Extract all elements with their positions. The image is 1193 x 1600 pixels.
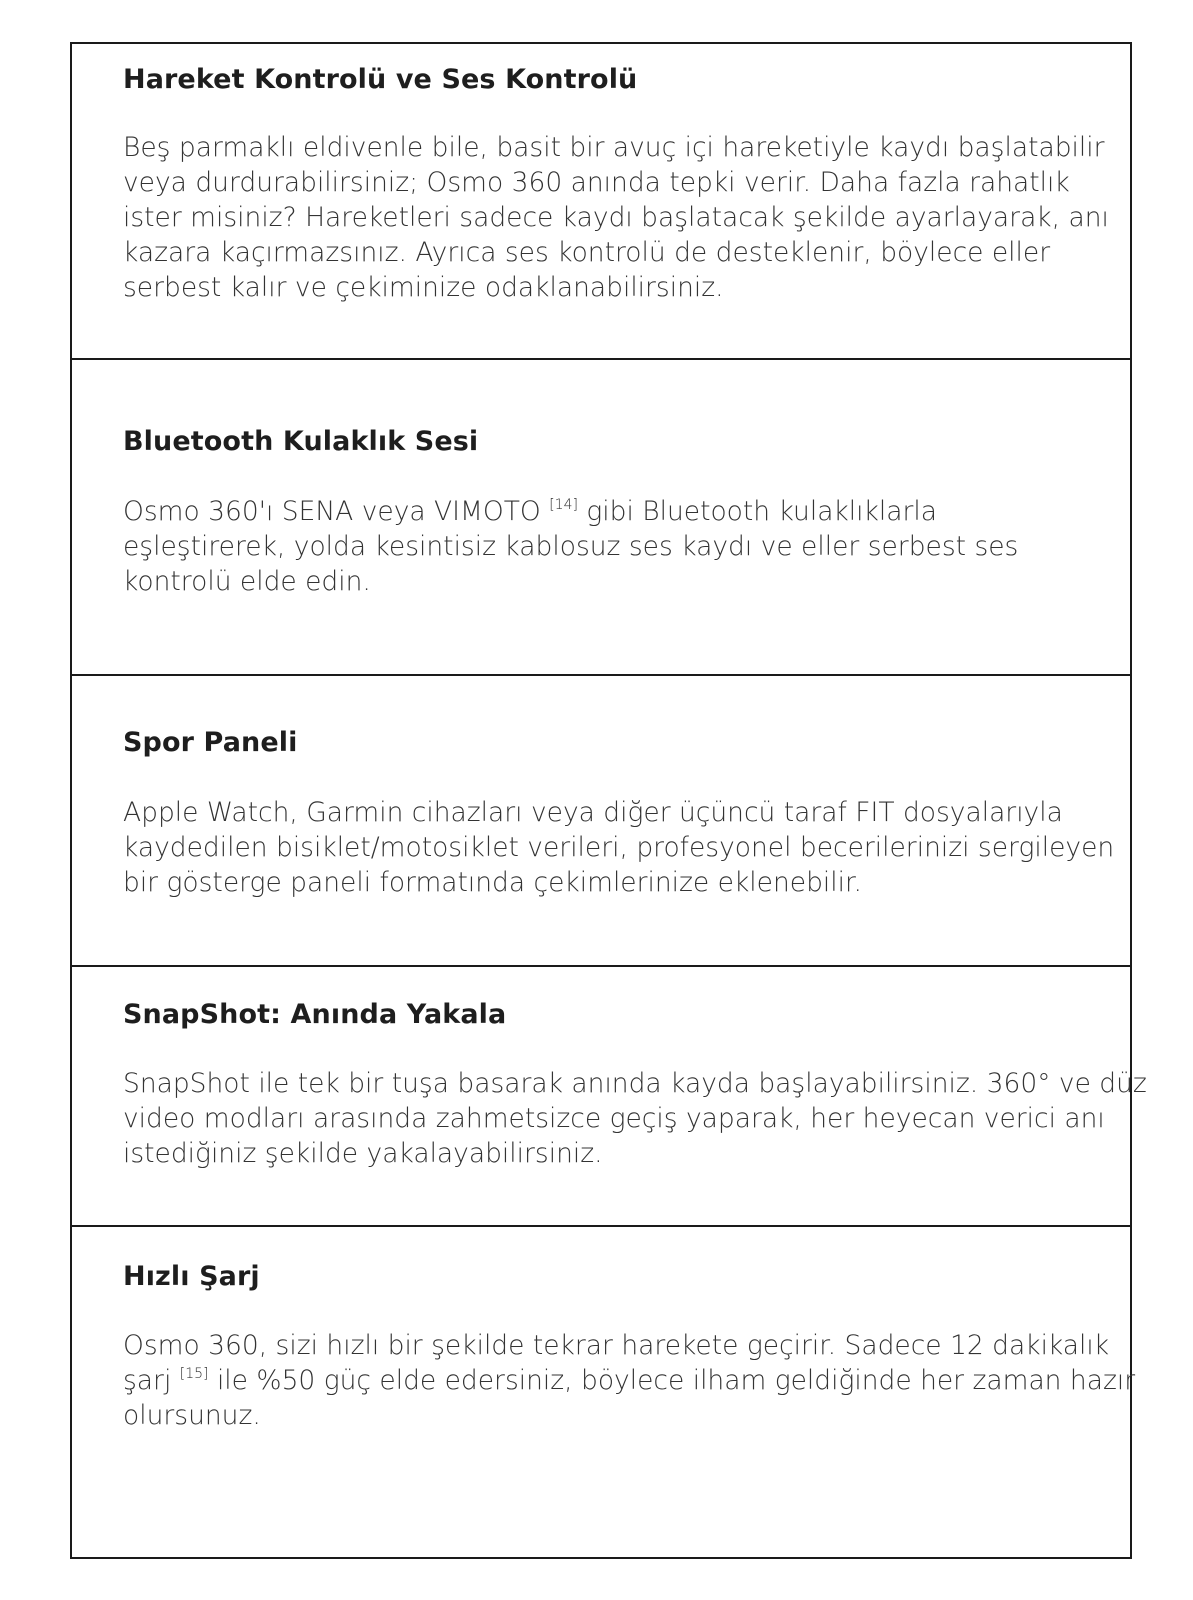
section-heading: Spor Paneli bbox=[123, 727, 298, 758]
description-line: Osmo 360, sizi hızlı bir şekilde tekrar harekete geçirir. Sadece 12 dakikalık bbox=[123, 1330, 1110, 1361]
section-heading: Hareket Kontrolü ve Ses Kontrolü bbox=[123, 64, 638, 95]
description-text: gibi Bluetooth kulaklıklarla bbox=[586, 496, 937, 527]
description-line: eşleştirerek, yolda kesintisiz kablosuz ses kaydı ve eller serbest ses bbox=[123, 531, 1019, 562]
feature-section-gesture-voice bbox=[72, 44, 1130, 360]
description-line: kazara kaçırmazsınız. Ayrıca ses kontrolü de desteklenir, böylece eller bbox=[123, 237, 1051, 268]
footnote-ref: [14] bbox=[549, 497, 578, 513]
description-line: serbest kalır ve çekiminize odaklanabilirsiniz. bbox=[123, 272, 724, 303]
section-description bbox=[123, 1328, 1136, 1433]
feature-section-fast-charge bbox=[72, 1227, 1136, 1557]
section-description bbox=[123, 130, 1109, 305]
description-line bbox=[123, 494, 1103, 529]
description-line: kontrolü elde edin. bbox=[123, 566, 371, 597]
description-text: Osmo 360'ı SENA veya VIMOTO bbox=[123, 496, 541, 527]
description-line: veya durdurabilirsiniz; Osmo 360 anında tepki verir. Daha fazla rahatlık bbox=[123, 167, 1070, 198]
feature-section-snapshot bbox=[72, 967, 1147, 1227]
description-line bbox=[123, 1363, 1136, 1398]
section-description bbox=[123, 494, 1103, 599]
description-line: kaydedilen bisiklet/motosiklet verileri, profesyonel becerilerinizi sergileyen bbox=[123, 832, 1115, 863]
description-line: Beş parmaklı eldivenle bile, basit bir avuç içi hareketiyle kaydı başlatabilir bbox=[123, 132, 1105, 163]
description-line: video modları arasında zahmetsizce geçiş yaparak, her heyecan verici anı bbox=[123, 1103, 1105, 1134]
description-text: ile %50 güç elde edersiniz, böylece ilham geldiğinde her zaman hazır bbox=[216, 1365, 1136, 1396]
feature-table bbox=[70, 42, 1147, 1559]
feature-section-bluetooth-audio bbox=[72, 360, 1130, 676]
description-line: olursunuz. bbox=[123, 1400, 261, 1431]
description-text: şarj bbox=[123, 1365, 172, 1396]
section-description bbox=[123, 1066, 1147, 1171]
section-heading: Hızlı Şarj bbox=[123, 1261, 260, 1292]
section-description bbox=[123, 795, 1115, 900]
description-line: SnapShot ile tek bir tuşa basarak anında kayda başlayabilirsiniz. 360° ve düz bbox=[123, 1068, 1147, 1099]
footnote-ref: [15] bbox=[179, 1366, 209, 1382]
feature-section-sports-dashboard bbox=[72, 676, 1130, 967]
section-heading: Bluetooth Kulaklık Sesi bbox=[123, 426, 479, 457]
description-line: Apple Watch, Garmin cihazları veya diğer üçüncü taraf FIT dosyalarıyla bbox=[123, 797, 1063, 828]
description-line: istediğiniz şekilde yakalayabilirsiniz. bbox=[123, 1138, 603, 1169]
description-line: ister misiniz? Hareketleri sadece kaydı başlatacak şekilde ayarlayarak, anı bbox=[123, 202, 1109, 233]
section-heading: SnapShot: Anında Yakala bbox=[123, 999, 507, 1030]
description-line: bir gösterge paneli formatında çekimlerinize eklenebilir. bbox=[123, 867, 862, 898]
